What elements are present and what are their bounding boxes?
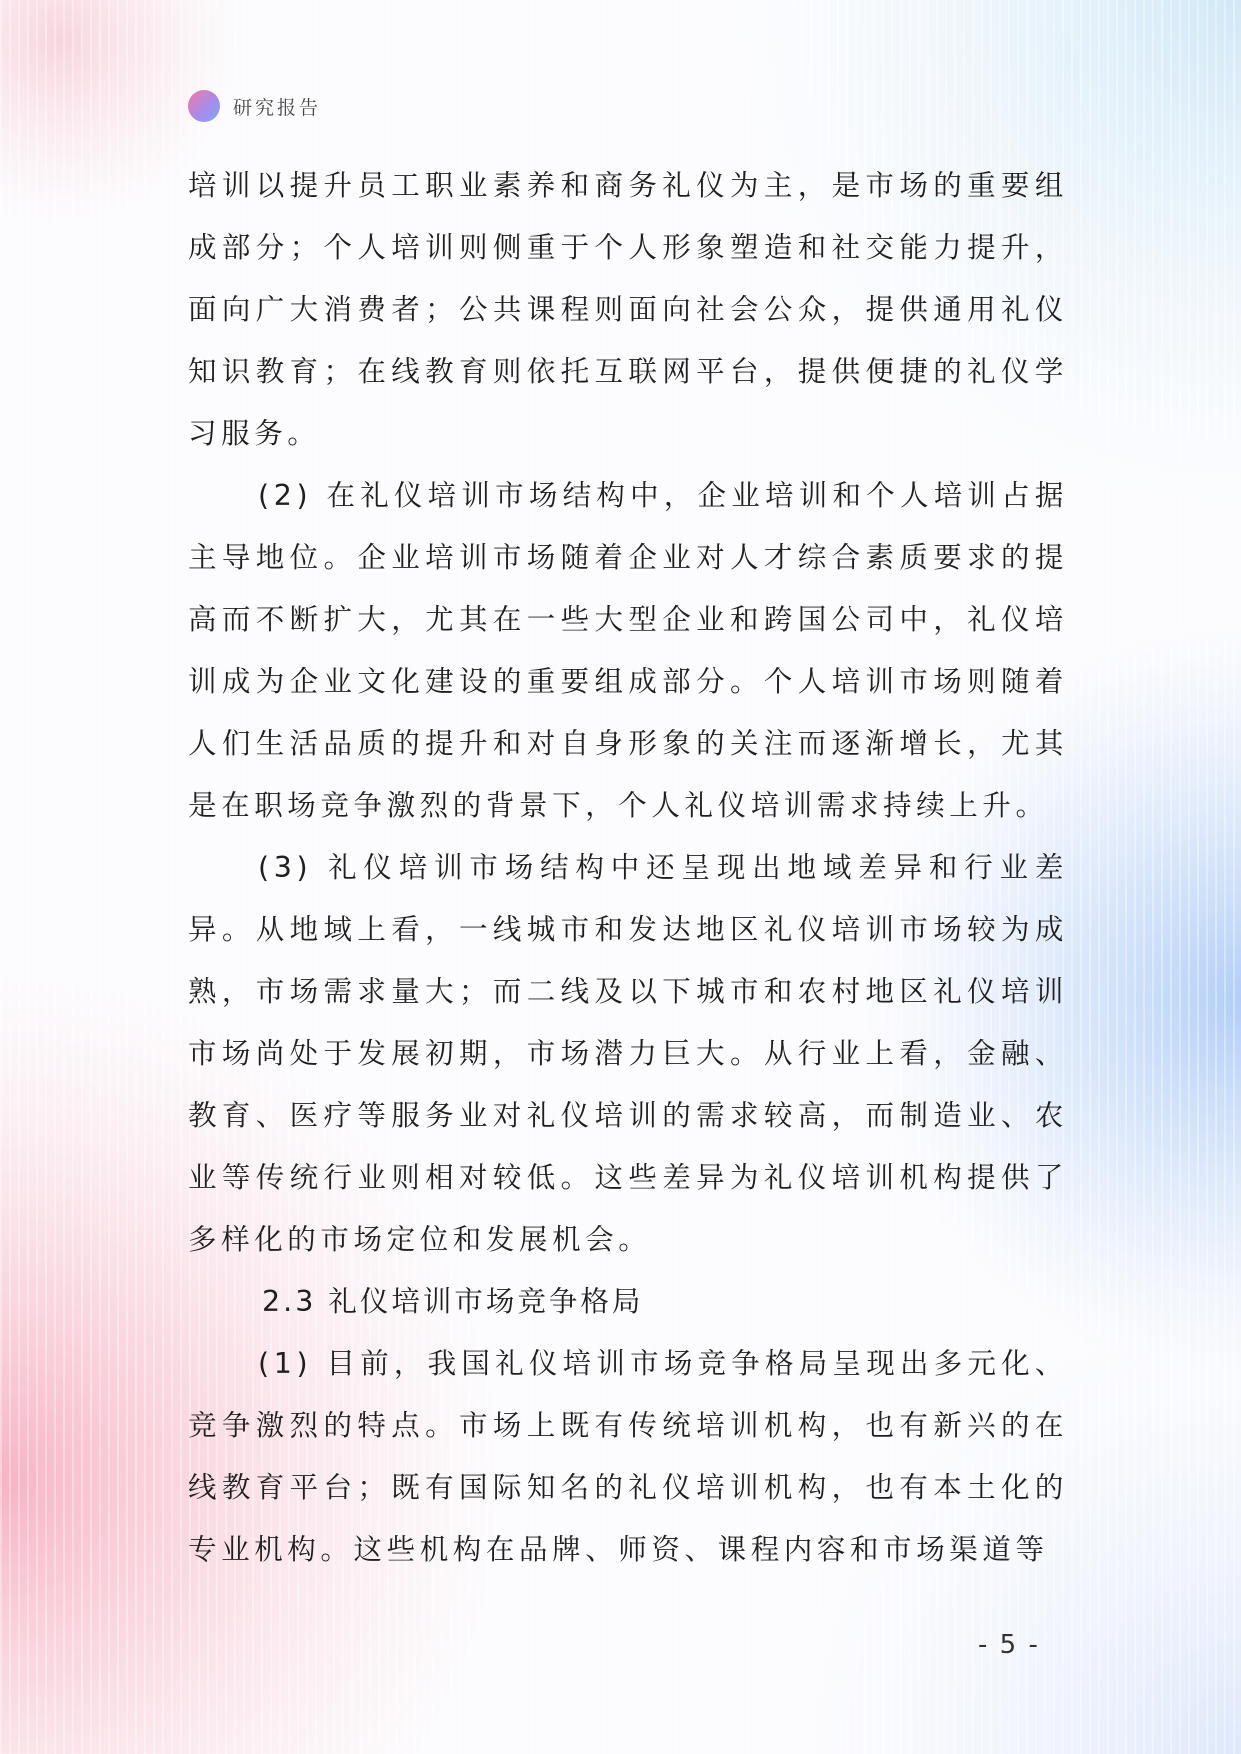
- page-number: - 5 -: [978, 1630, 1040, 1660]
- paragraph: 培训以提升员工职业素养和商务礼仪为主，是市场的重要组成部分；个人培训则侧重于个人形象塑造和社交能力提升，面向广大消费者；公共课程则面向社会公众，提供通用礼仪知识教育；在线教育则依托互联网平台，提供便捷的礼仪学习服务。: [188, 169, 1068, 450]
- paragraph: (1) 目前，我国礼仪培训市场竞争格局呈现出多元化、竞争激烈的特点。市场上既有传统培训机构，也有新兴的在线教育平台；既有国际知名的礼仪培训机构，也有本土化的专业机构。这些机构在品牌、师资、课程内容和市场渠道等: [188, 1347, 1068, 1566]
- report-logo-icon: [188, 90, 220, 122]
- report-header: [188, 88, 321, 124]
- header-title: 研究报告: [233, 96, 322, 119]
- paragraph: (3) 礼仪培训市场结构中还呈现出地域差异和行业差异。从地域上看，一线城市和发达地区礼仪培训市场较为成熟，市场需求量大；而二线及以下城市和农村地区礼仪培训市场尚处于发展初期，市场潜力巨大。从行业上看，金融、教育、医疗等服务业对礼仪培训的需求较高，而制造业、农业等传统行业则相对较低。这些差异为礼仪培训机构提供了多样化的市场定位和发展机会。: [188, 851, 1068, 1256]
- paragraph: (2) 在礼仪培训市场结构中，企业培训和个人培训占据主导地位。企业培训市场随着企业对人才综合素质要求的提高而不断扩大，尤其在一些大型企业和跨国公司中，礼仪培训成为企业文化建设的重要组成部分。个人培训市场则随着人们生活品质的提升和对自身形象的关注而逐渐增长，尤其是在职场竞争激烈的背景下，个人礼仪培训需求持续上升。: [188, 479, 1068, 822]
- document-body: [188, 155, 1068, 1581]
- section-heading: 2.3 礼仪培训市场竞争格局: [262, 1285, 644, 1318]
